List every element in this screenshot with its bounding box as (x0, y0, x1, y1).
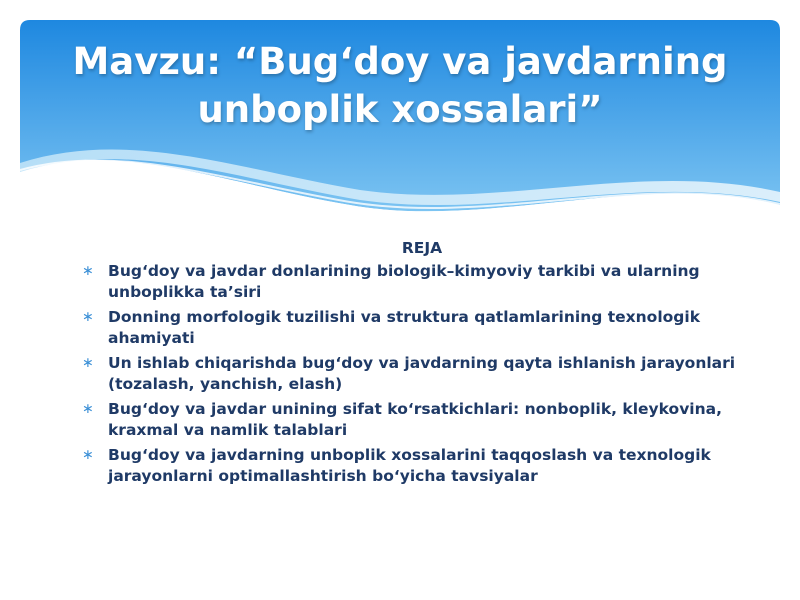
list-item-text: Donning morfologik tuzilishi va struktura qatlamlarining texnologik ahamiyati (108, 308, 701, 347)
list-item (82, 399, 762, 441)
list-item-text: Bug‘doy va javdarning unboplik xossalarini taqqoslash va texnologik jarayonlarni optimallashtirish bo‘yicha tavsiyalar (108, 446, 711, 485)
asterisk-bullet-icon: ∗ (82, 263, 94, 279)
asterisk-bullet-icon: ∗ (82, 309, 94, 325)
title-banner (20, 20, 780, 225)
asterisk-bullet-icon: ∗ (82, 447, 94, 463)
plan-heading: REJA (401, 239, 443, 257)
list-item (82, 445, 762, 487)
list-item-text: Bug‘doy va javdar donlarining biologik–kimyoviy tarkibi va ularning unboplikka ta’siri (108, 262, 700, 301)
slide-title (20, 38, 780, 134)
asterisk-bullet-icon: ∗ (82, 355, 94, 371)
title-line-2: unboplik xossalari” (197, 88, 603, 131)
plan-section (82, 238, 762, 491)
plan-list (82, 261, 762, 487)
asterisk-bullet-icon: ∗ (82, 401, 94, 417)
list-item (82, 353, 762, 395)
list-item (82, 307, 762, 349)
list-item (82, 261, 762, 303)
list-item-text: Bug‘doy va javdar unining sifat ko‘rsatkichlari: nonboplik, kleykovina, kraxmal va namlik talablari (108, 400, 722, 439)
title-line-1: Mavzu: “Bug‘doy va javdarning (72, 40, 728, 83)
list-item-text: Un ishlab chiqarishda bug‘doy va javdarning qayta ishlanish jarayonlari (tozalash, yanchish, elash) (108, 354, 736, 393)
